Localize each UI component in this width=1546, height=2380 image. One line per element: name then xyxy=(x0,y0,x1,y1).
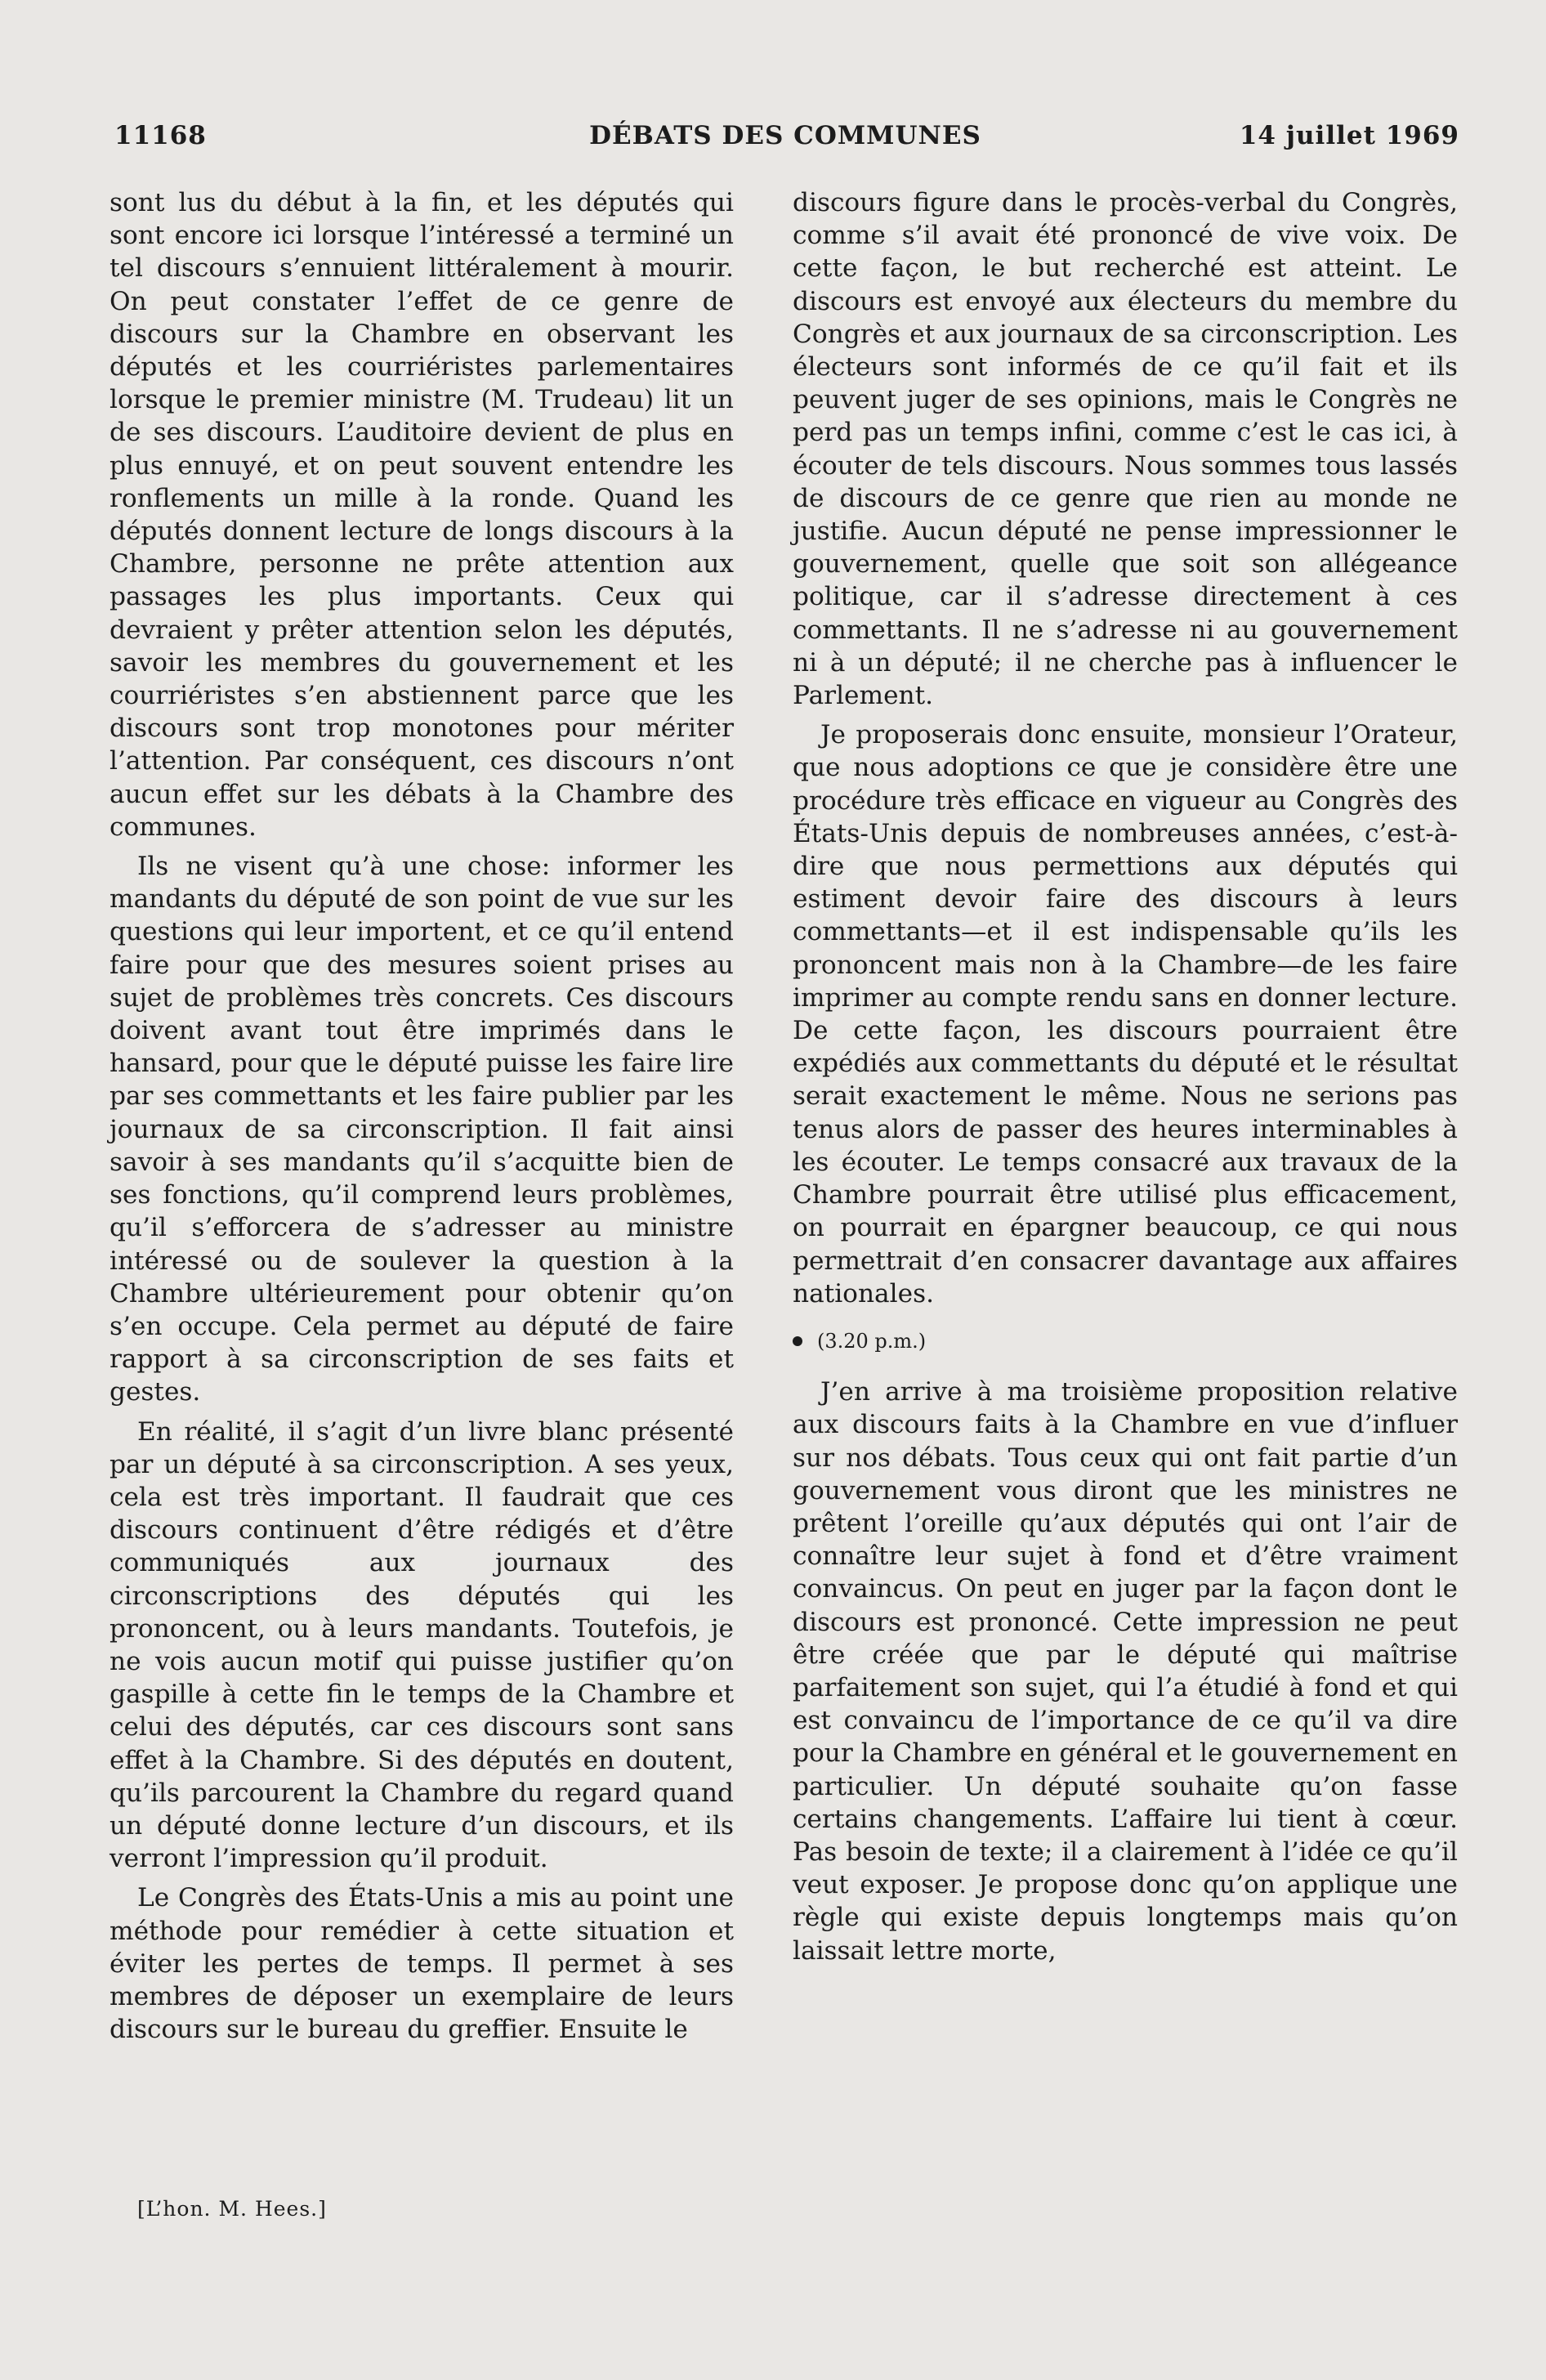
time-marker xyxy=(793,1325,1458,1358)
left-paragraph-3: En réalité, il s’agit d’un livre blanc présenté par un député à sa circonscription. A ses yeux, cela est très important. Il faudrait que ces discours continuent d’être rédigés et d’être communiqués aux journaux des circonscriptions des députés qui les prononcent, ou à leurs mandants. Toutefois, je ne vois aucun motif qui puisse justifier qu’on gaspille à cette fin le temps de la Chambre et celui des députés, car ces discours sont sans effet à la Chambre. Si des députés en doutent, qu’ils parcourent la Chambre du regard quand un député donne lecture d’un discours, et ils verront l’impression qu’il produit. xyxy=(109,1416,734,1874)
left-paragraph-1: sont lus du début à la fin, et les députés qui sont encore ici lorsque l’intéressé a terminé un tel discours s’ennuient littéralement à mourir. On peut constater l’effet de ce genre de discours sur la Chambre en observant les députés et les courriéristes parlementaires lorsque le premier ministre (M. Trudeau) lit un de ses discours. L’auditoire devient de plus en plus ennuyé, et on peut souvent entendre les ronflements un mille à la ronde. Quand les députés donnent lecture de longs discours à la Chambre, personne ne prête attention aux passages les plus importants. Ceux qui devraient y prêter attention selon les députés, savoir les membres du gouvernement et les courriéristes s’en abstiennent parce que les discours sont trop monotones pour mériter l’attention. Par conséquent, ces discours n’ont aucun effet sur les débats à la Chambre des communes. xyxy=(109,188,734,842)
publication-date: 14 juillet 1969 xyxy=(1239,121,1459,150)
page-header xyxy=(111,121,1459,157)
left-column xyxy=(109,186,734,2052)
right-paragraph-1: discours figure dans le procès-verbal du Congrès, comme s’il avait été prononcé de vive voix. De cette façon, le but recherché est atteint. Le discours est envoyé aux électeurs du membre du Congrès et aux journaux de sa circonscription. Les électeurs sont informés de ce qu’il fait et ils peuvent juger de ses opinions, mais le Congrès ne perd pas un temps infini, comme c’est le cas ici, à écouter de tels discours. Nous sommes tous lassés de discours de ce genre que rien au monde ne justifie. Aucun député ne pense impressionner le gouvernement, quelle que soit son allégeance politique, car il s’adresse directement à ces commettants. Il ne s’adresse ni au gouvernement ni à un député; il ne cherche pas à influencer le Parlement. xyxy=(793,188,1458,711)
speaker-note: [L’hon. M. Hees.] xyxy=(137,2197,327,2221)
page-number: 11168 xyxy=(114,121,207,150)
left-paragraph-2: Ils ne visent qu’à une chose: informer les mandants du député de son point de vue sur les questions qui leur importent, et ce qu’il entend faire pour que des mesures soient prises au sujet de problèmes très concrets. Ces discours doivent avant tout être imprimés dans le hansard, pour que le député puisse les faire lire par ses commettants et les faire publier par les journaux de sa circonscription. Il fait ainsi savoir à ses mandants qu’il s’acquitte bien de ses fonctions, qu’il comprend leurs problèmes, qu’il s’efforcera de s’adresser au ministre intéressé ou de soulever la question à la Chambre ultérieurement pour obtenir qu’on s’en occupe. Cela permet au député de faire rapport à sa circonscription de ses faits et gestes. xyxy=(109,852,734,1407)
left-paragraph-4: Le Congrès des États-Unis a mis au point une méthode pour remédier à cette situation et éviter les pertes de temps. Il permet à ses membres de déposer un exemplaire de leurs discours sur le bureau du greffier. Ensuite le xyxy=(109,1883,734,2045)
right-paragraph-3: J’en arrive à ma troisième proposition relative aux discours faits à la Chambre en vue d’influer sur nos débats. Tous ceux qui ont fait partie d’un gouvernement vous diront que les ministres ne prêtent l’oreille qu’aux députés qui ont l’air de connaître leur sujet à fond et d’être vraiment convaincus. On peut en juger par la façon dont le discours est prononcé. Cette impression ne peut être créée que par le député qui maîtrise parfaitement son sujet, qui l’a étudié à fond et qui est convaincu de l’importance de ce qu’il va dire pour la Chambre en général et le gouvernement en particulier. Un député souhaite qu’on fasse certains changements. L’affaire lui tient à cœur. Pas besoin de texte; il a clairement à l’idée ce qu’il veut exposer. Je propose donc qu’on applique une règle qui existe depuis longtemps mais qu’on laissait lettre morte, xyxy=(793,1377,1458,1966)
right-column xyxy=(793,186,1458,1974)
time-marker-text: (3.20 p.m.) xyxy=(817,1329,927,1353)
publication-title: DÉBATS DES COMMUNES xyxy=(589,121,981,150)
right-paragraph-2: Je proposerais donc ensuite, monsieur l’Orateur, que nous adoptions ce que je considère être une procédure très efficace en vigueur au Congrès des États-Unis depuis de nombreuses années, c’est-à-dire que nous permettions aux députés qui estiment devoir faire des discours à leurs commettants—et il est indispensable qu’ils les prononcent mais non à la Chambre—de les faire imprimer au compte rendu sans en donner lecture. De cette façon, les discours pourraient être expédiés aux commettants du député et le résultat serait exactement le même. Nous ne serions pas tenus alors de passer des heures interminables à les écouter. Le temps consacré aux travaux de la Chambre pourrait être utilisé plus efficacement, on pourrait en épargner beaucoup, ce qui nous permettrait d’en consacrer davantage aux affaires nationales. xyxy=(793,720,1458,1309)
bullet-icon xyxy=(793,1336,802,1346)
